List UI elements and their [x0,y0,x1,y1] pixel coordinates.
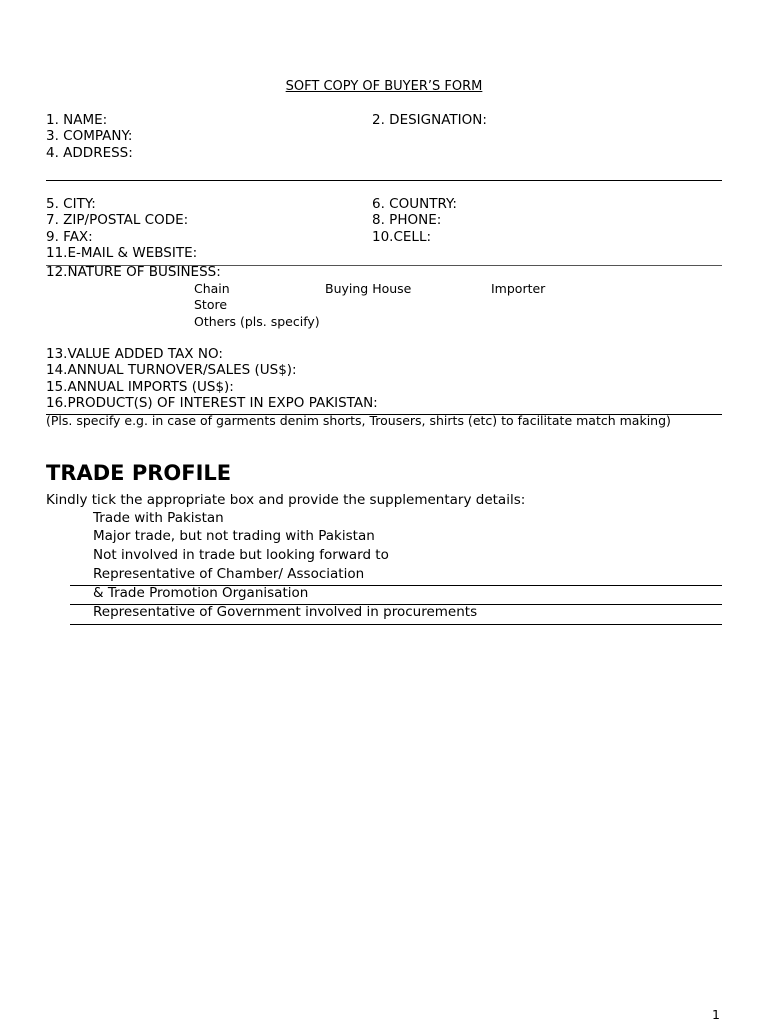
field-address-label: 4. ADDRESS: [46,145,133,161]
field-cell-label: 10.CELL: [372,229,432,245]
field-phone-label: 8. PHONE: [372,212,442,228]
trade-profile-heading: TRADE PROFILE [46,461,232,485]
field-city-label: 5. CITY: [46,196,96,212]
business-option-others: Others (pls. specify) [194,314,320,329]
trade-option: Not involved in trade but looking forward to [93,547,389,563]
field-name-label: 1. NAME: [46,112,108,128]
trade-option: Representative of Government involved in procurements [93,604,478,620]
trade-option: & Trade Promotion Organisation [93,585,309,601]
trade-profile-instruction: Kindly tick the appropriate box and provide the supplementary details: [46,492,526,508]
trade-option: Trade with Pakistan [93,510,224,526]
business-option-store: Store [194,297,228,312]
page-number: 1 [712,1007,720,1022]
field-turnover-label: 14.ANNUAL TURNOVER/SALES (US$): [46,362,297,378]
field-nature-label: 12.NATURE OF BUSINESS: [46,264,221,280]
business-option-importer: Importer [491,281,546,296]
divider-line [46,180,722,181]
field-imports-label: 15.ANNUAL IMPORTS (US$): [46,379,234,395]
business-option-buying-house: Buying House [325,281,412,296]
field-company-label: 3. COMPANY: [46,128,133,144]
field-fax-label: 9. FAX: [46,229,93,245]
products-note: (Pls. specify e.g. in case of garments denim shorts, Trousers, shirts (etc) to facilitate match making) [46,413,671,428]
trade-option: Representative of Chamber/ Association [93,566,365,582]
form-title: SOFT COPY OF BUYER’S FORM [285,79,483,94]
field-vat-label: 13.VALUE ADDED TAX NO: [46,346,223,362]
field-products-label: 16.PRODUCT(S) OF INTEREST IN EXPO PAKISTAN: [46,395,378,411]
field-designation-label: 2. DESIGNATION: [372,112,487,128]
field-country-label: 6. COUNTRY: [372,196,457,212]
business-option-chain: Chain [194,281,230,296]
field-email-label: 11.E-MAIL & WEBSITE: [46,245,198,261]
divider-line [70,624,722,625]
trade-option: Major trade, but not trading with Pakistan [93,528,375,544]
field-zip-label: 7. ZIP/POSTAL CODE: [46,212,189,228]
